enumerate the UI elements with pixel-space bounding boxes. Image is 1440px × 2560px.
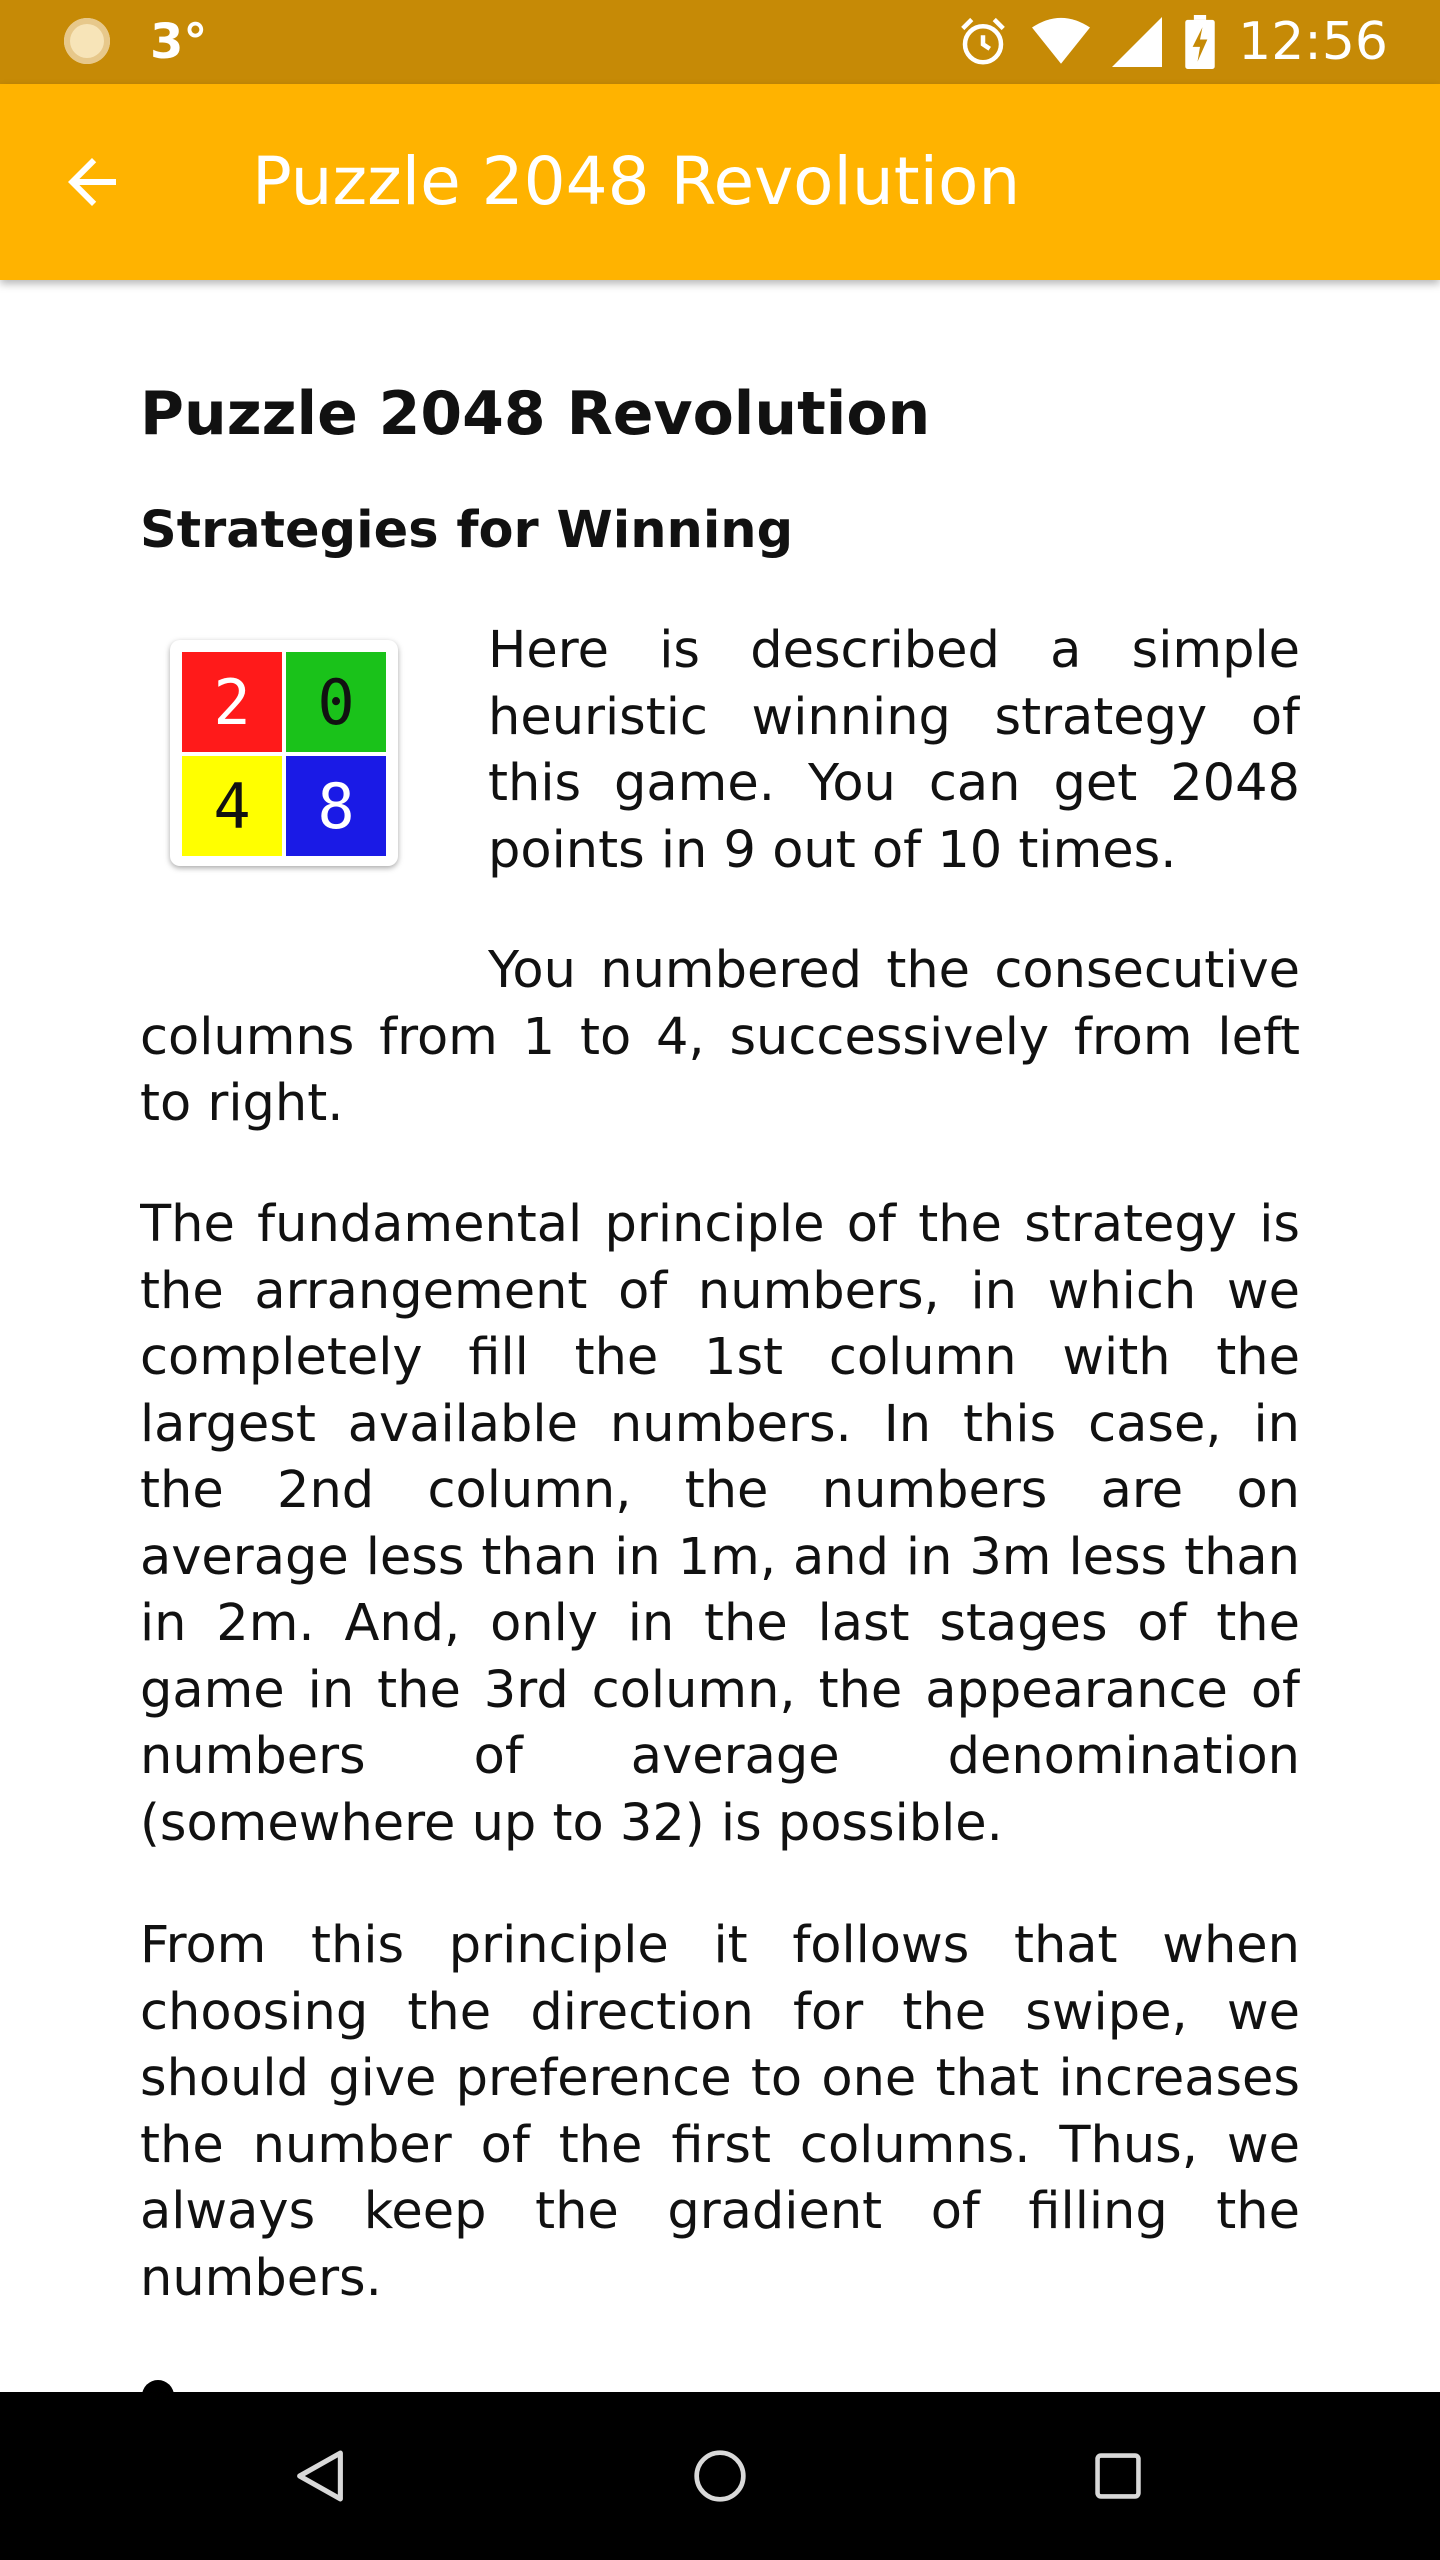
nav-recents-button[interactable] bbox=[1078, 2436, 1158, 2516]
logo-tile: 0 bbox=[286, 652, 386, 752]
app-bar-title: Puzzle 2048 Revolution bbox=[252, 143, 1021, 220]
app-bar bbox=[0, 84, 1440, 280]
logo-tile: 2 bbox=[182, 652, 282, 752]
nav-home-button[interactable] bbox=[680, 2436, 760, 2516]
alarm-icon bbox=[956, 15, 1010, 69]
logo-tile-grid bbox=[182, 652, 386, 854]
cell-signal-icon bbox=[1112, 17, 1162, 67]
logo-tile: 4 bbox=[182, 756, 282, 856]
paragraph-principle: The fundamental principle of the strategy is the arrangement of numbers, in which we completely fill the 1st column with the largest available numbers. In this case, in the 2nd column, the numbers are on average less than in 1m, and in 3m less than in 2m. And, only in the last stages of the game in the 3rd column, the appearance of numbers of average denomination (somewhere up to 32) is possible. bbox=[140, 1195, 1300, 1853]
wifi-icon bbox=[1032, 17, 1090, 67]
battery-charging-icon bbox=[1184, 15, 1216, 69]
status-icons bbox=[956, 10, 1388, 74]
list-bullet bbox=[142, 2380, 174, 2392]
clock: 12:56 bbox=[1238, 12, 1388, 72]
logo-tile: 8 bbox=[286, 756, 386, 856]
nav-back-button[interactable] bbox=[280, 2436, 360, 2516]
section-heading: Strategies for Winning bbox=[140, 501, 794, 560]
weather-sun-icon bbox=[64, 18, 110, 64]
paragraph-columns: You numbered the consecutive columns from 1 to 4, successively from left to right. bbox=[140, 941, 1300, 1133]
recents-square-icon bbox=[1093, 2451, 1143, 2501]
article-title: Puzzle 2048 Revolution bbox=[140, 379, 931, 449]
status-bar bbox=[0, 0, 1440, 84]
article-content[interactable] bbox=[140, 280, 1300, 2392]
home-circle-icon bbox=[692, 2448, 748, 2504]
paragraph-intro: Here is described a simple heuristic winning strategy of this game. You can get 2048 points in 9 out of 10 times. bbox=[488, 621, 1300, 880]
system-nav-bar bbox=[0, 2392, 1440, 2560]
temperature: 3° bbox=[150, 14, 208, 70]
paragraph-swipe-direction: From this principle it follows that when choosing the direction for the swipe, we should give preference to one that increases the number of the first columns. Thus, we always keep the gradient of filling the numbers. bbox=[140, 1916, 1300, 2308]
back-triangle-icon bbox=[294, 2448, 346, 2504]
puzzle-logo-image bbox=[170, 640, 398, 866]
arrow-back-icon[interactable] bbox=[56, 146, 128, 218]
